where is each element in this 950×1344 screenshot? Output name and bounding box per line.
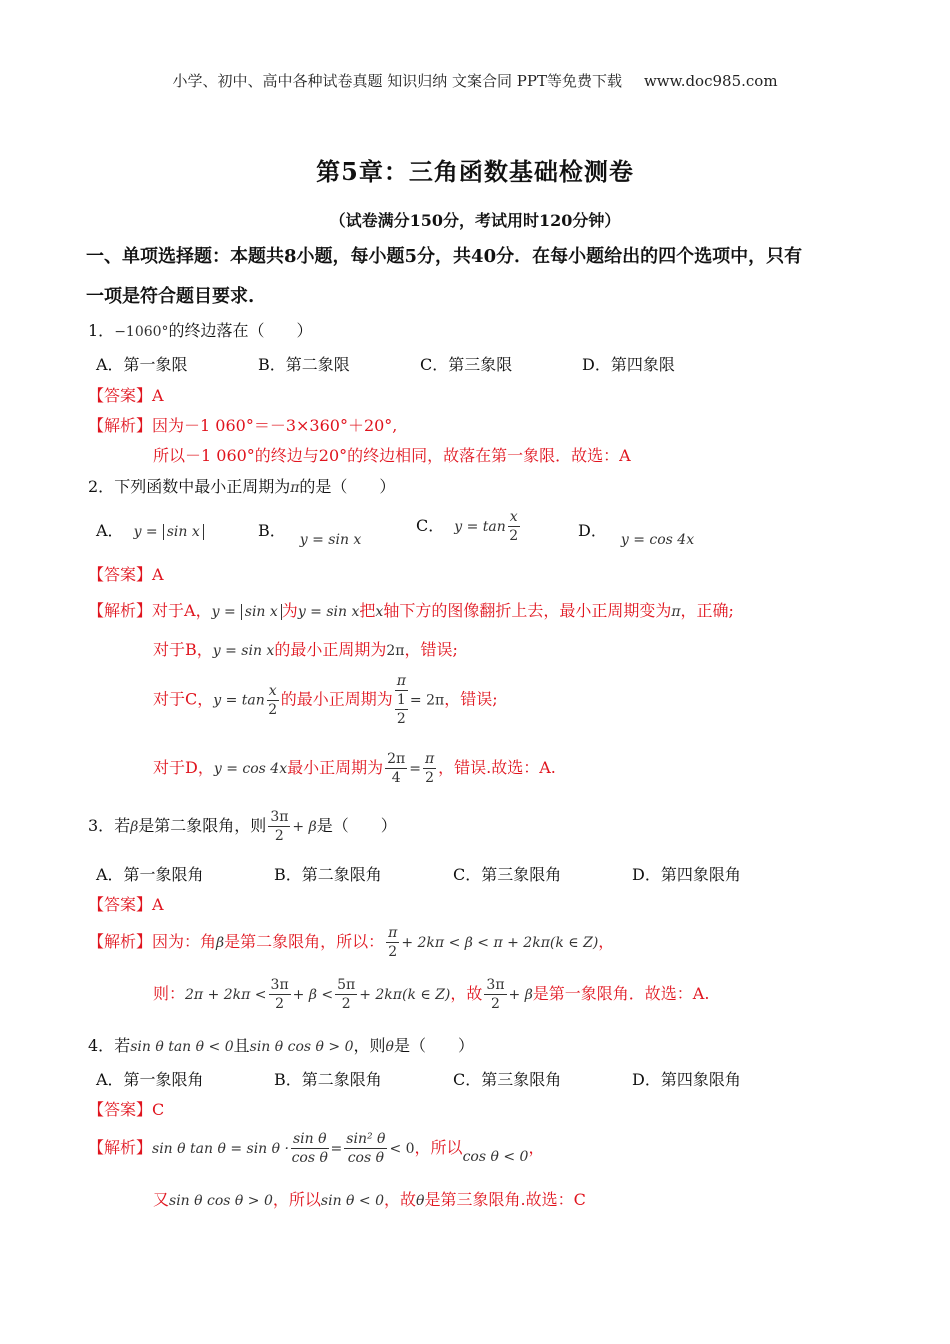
math-expression: y = [133,524,158,540]
analysis-text: 是第三象限角.故选：C [424,1190,586,1209]
fraction: $\frac{x}{2}$ [268,682,278,718]
math-expression: sin θ cos θ > 0 [249,1039,354,1055]
question-4 [88,1033,474,1056]
question-text: 若 [114,1036,131,1055]
page-subtitle: （试卷满分150分，考试用时120分钟） [329,211,621,230]
question-text: 是（ ） [316,816,397,835]
math-expression: y = tan [454,519,506,535]
math-expression: y = sin x [299,532,362,548]
q2-option-b [258,518,362,548]
q2-answer [88,562,164,585]
analysis-text: 为 [281,601,298,620]
section-heading [86,240,866,314]
analysis-text: ，错误.故选：A. [438,758,556,777]
q4-analysis-line1 [88,1130,544,1167]
math-expression: y = sin x [297,604,360,620]
math-beta: β [130,819,139,835]
fraction: $\frac{2\pi}{4}$ [387,751,406,786]
math-expression: y = sin x [212,643,275,659]
option-label: B． [258,521,286,540]
question-text: 是（ ） [393,1036,474,1055]
question-text: 且 [233,1036,250,1055]
q2-option-c [416,508,522,545]
analysis-text: 是第二象限角，所以： [224,932,385,951]
fraction: $\frac{\text{sin θ}}{\text{cos θ}}$ [291,1131,328,1166]
header-site[interactable]: www.doc985.com [643,72,778,90]
analysis-text: 对于A， [152,601,212,620]
q3-analysis-line2 [153,976,709,1013]
q2-option-d [578,518,695,548]
q2-option-a [96,518,204,541]
question-3 [88,808,397,845]
analysis-text: 因为：角 [152,932,217,951]
q3-option-b: B．第二象限角 [274,865,382,884]
q3-option-a: A．第一象限角 [96,865,204,884]
section-heading-line1: 一、单项选择题：本题共8小题，每小题5分，共40分．在每小题给出的四个选项中，只有 [86,246,803,267]
q2-analysis-b [153,637,458,660]
analysis-tag: 【解析】 [88,932,153,951]
math-expression: 2π + 2kπ < [185,987,267,1003]
math-x: x [375,604,384,620]
q4-option-b: B．第二象限角 [274,1070,382,1089]
q4-option-a: A．第一象限角 [96,1070,204,1089]
answer-value: C [152,1100,165,1119]
analysis-text: 则： [153,984,186,1003]
fraction: $\frac{\text{sin² θ}}{\text{cos θ}}$ [346,1131,386,1166]
analysis-text: ，故 [450,984,483,1003]
math-theta: θ [416,1193,425,1209]
math-expression: + β [292,819,317,835]
question-1 [88,318,313,341]
answer-value: A [152,386,164,405]
answer-value: A [152,895,164,914]
analysis-text: ， [528,1138,545,1157]
q1-option-c: C．第三象限 [420,355,513,374]
analysis-text: ，错误; [404,640,458,659]
option-label: D． [578,521,607,540]
analysis-text: 对于D， [153,758,214,777]
math-expression: y = cos 4x [213,761,288,777]
math-expression: 2π [386,643,405,659]
math-expression: < 0 [389,1141,415,1157]
math-expression: sin θ < 0 [320,1193,385,1209]
math-expression: + β < [292,987,334,1003]
fraction: $\frac{5\pi}{2}$ [337,977,356,1012]
analysis-text: 把 [359,601,376,620]
answer-tag: 【答案】 [88,895,153,914]
fraction: $\frac{3\pi}{2}$ [486,977,505,1012]
option-label: C． [416,516,445,535]
question-text: 的终边落在（ ） [168,321,313,340]
math-expression: sin θ cos θ > 0 [169,1193,273,1209]
analysis-text: ，错误; [444,689,498,709]
math-expression: sin θ tan θ < 0 [130,1039,234,1055]
fraction: $\frac{3\pi}{2}$ [270,977,289,1012]
math-expression: cos θ < 0 [462,1149,529,1165]
answer-tag: 【答案】 [88,565,153,584]
math-theta: θ [385,1039,394,1055]
q1-analysis-line1 [88,413,397,436]
analysis-text: 的最小正周期为 [274,640,387,659]
fraction: $\frac{x}{2}$ [509,509,519,544]
math-expression: + 2kπ(k ∈ Z) [359,987,451,1003]
q1-option-d: D．第四象限 [582,355,675,374]
page-title: 第5章：三角函数基础检测卷 [316,157,634,186]
question-2 [88,474,395,497]
math-expression: y = cos 4x [620,532,695,548]
question-number: 2． [88,477,115,496]
question-text: 是第二象限角，则 [138,816,267,835]
question-text: 的是（ ） [299,477,396,496]
math-beta: β [216,935,225,951]
q3-option-c: C．第三象限角 [453,865,562,884]
q2-analysis-d [153,750,556,787]
q1-option-a: A．第一象限 [96,355,188,374]
page-header [0,70,950,91]
answer-value: A [152,565,164,584]
math-expression: + 2kπ < β < π + 2kπ(k ∈ Z) [401,935,599,951]
q1-option-b: B．第二象限 [258,355,350,374]
math-pi: π [290,480,300,496]
math-expression: = 2π [409,692,445,709]
q1-answer [88,383,164,406]
q4-analysis-line2 [153,1187,586,1210]
q3-answer [88,892,164,915]
math-pi: π [671,604,681,620]
q4-option-c: C．第三象限角 [453,1070,562,1089]
analysis-text: ，所以 [272,1190,321,1209]
q4-option-d: D．第四象限角 [632,1070,741,1089]
fraction: $\frac{\pi}{2}$ [424,751,435,786]
math-expression: −1060° [114,324,169,340]
question-text: 下列函数中最小正周期为 [114,477,291,496]
question-text: 若 [114,816,131,835]
math-abs: sin x [163,524,204,540]
analysis-text: ，故 [384,1190,417,1209]
question-text: ，则 [353,1036,386,1055]
fraction: 1 2 [395,691,408,728]
analysis-tag: 【解析】 [88,1138,153,1157]
analysis-text: 的最小正周期为 [280,689,393,709]
q3-analysis-line1 [88,924,614,961]
q3-option-d: D．第四象限角 [632,865,741,884]
fraction: $\frac{\pi}{2}$ [388,925,398,960]
analysis-text: 因为－1 060°＝－3×360°＋20°, [152,416,398,435]
question-number: 3． [88,816,115,835]
analysis-tag: 【解析】 [88,601,153,620]
analysis-text: 又 [153,1190,170,1209]
answer-tag: 【答案】 [88,386,153,405]
math-abs: sin x [241,604,282,620]
option-label: A． [96,521,124,540]
math-expression: = [409,761,421,777]
analysis-text: 轴下方的图像翻折上去，最小正周期变为 [383,601,672,620]
question-number: 4． [88,1036,115,1055]
math-expression: y = [211,604,236,620]
fraction: π 1 2 [396,673,406,727]
q2-analysis-a [88,598,734,621]
analysis-text: ， [598,932,615,951]
math-expression: = [330,1141,343,1157]
analysis-text: 对于B， [153,640,213,659]
math-expression: y = tan [213,692,265,709]
analysis-text: 是第一象限角．故选：A. [532,984,710,1003]
fraction: $\frac{3\pi}{2}$ [270,809,289,844]
analysis-text: ，所以 [414,1138,463,1157]
section-heading-line2: 一项是符合题目要求. [86,286,255,307]
q2-analysis-c [153,672,498,728]
analysis-tag: 【解析】 [88,416,153,435]
q4-answer [88,1097,164,1120]
math-expression: sin θ tan θ = sin θ · [152,1141,289,1157]
analysis-text: ，正确; [680,601,734,620]
answer-tag: 【答案】 [88,1100,153,1119]
math-expression: + β [508,987,533,1003]
analysis-text: 最小正周期为 [287,758,384,777]
analysis-text: 对于C， [153,689,214,709]
header-text: 小学、初中、高中各种试卷真题 知识归纳 文案合同 PPT等免费下载 [172,72,622,90]
question-number: 1． [88,321,115,340]
q1-analysis-line2: 所以－1 060°的终边与20°的终边相同，故落在第一象限．故选：A [153,446,631,465]
